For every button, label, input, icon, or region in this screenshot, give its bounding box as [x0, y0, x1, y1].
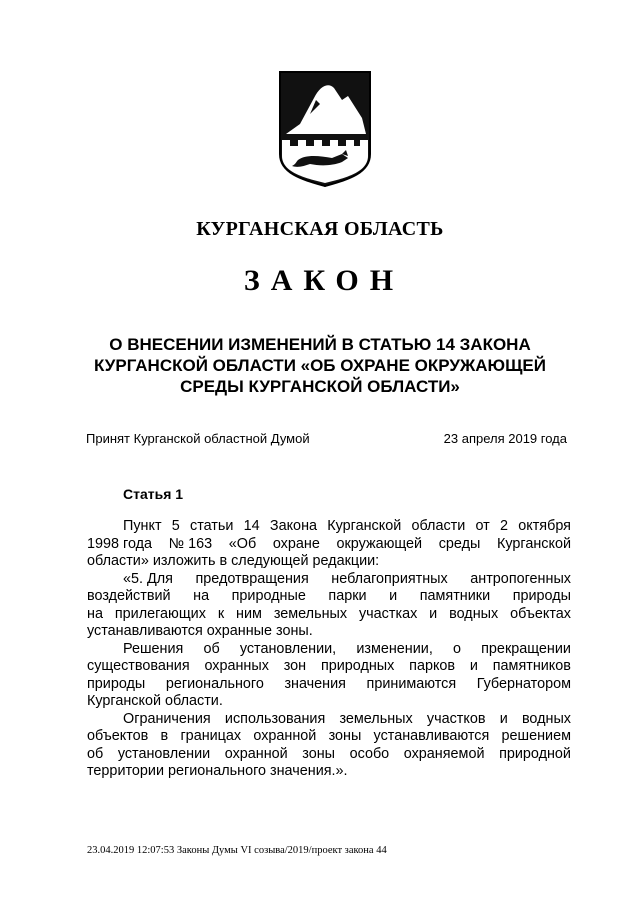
body-word: и: [499, 710, 508, 727]
body-word: охранных: [204, 658, 269, 674]
body-word: Закона: [269, 518, 318, 534]
body-word: природы: [512, 588, 571, 604]
body-line: [87, 763, 571, 781]
body-word: неблагоприятных: [331, 570, 448, 587]
body-word: устанавливаются: [373, 728, 490, 744]
body-word: Пункт: [123, 518, 162, 534]
body-word: памятников: [492, 658, 571, 674]
law-title-line: О ВНЕСЕНИИ ИЗМЕНЕНИЙ В СТАТЬЮ 14 ЗАКОНА: [109, 335, 531, 354]
body-word: земельных: [339, 710, 413, 727]
body-word: зоны: [328, 728, 362, 744]
body-word: памятники: [419, 588, 491, 604]
body-line: [87, 606, 571, 624]
body-word: прилегающих: [114, 605, 206, 622]
body-word: 1998 года: [87, 535, 153, 552]
body-word: 5: [171, 518, 180, 534]
body-word: Курганской: [497, 535, 571, 552]
body-word: участках: [358, 605, 418, 622]
body-word: и: [469, 658, 478, 674]
body-word: 2: [500, 518, 509, 534]
body-line: [87, 728, 571, 746]
law-title-line: СРЕДЫ КУРГАНСКОЙ ОБЛАСТИ»: [180, 377, 460, 396]
body-word: антропогенных: [470, 570, 571, 587]
body-word: 14: [243, 518, 260, 534]
body-word: к: [217, 605, 225, 622]
body-word: прекращении: [481, 640, 571, 657]
article-heading: Статья 1: [123, 486, 184, 502]
adoption-date: 23 апреля 2019 года: [443, 431, 567, 446]
body-word: зоны: [302, 745, 336, 762]
body-word: в: [160, 728, 169, 744]
body-word: Ограничения: [123, 710, 211, 727]
body-word: парки: [328, 588, 367, 604]
body-word: водных: [521, 710, 571, 727]
body-word: установлении: [117, 745, 211, 762]
adopted-by: Принят Курганской областной Думой: [86, 431, 310, 446]
body-word: на: [193, 588, 210, 604]
body-word: регионального: [165, 675, 264, 692]
body-word: и: [389, 588, 398, 604]
body-word: охранной: [253, 728, 317, 744]
body-word: природные: [231, 588, 306, 604]
body-word: объектах: [510, 605, 571, 622]
body-word: решением: [501, 728, 571, 744]
body-word: охранной: [224, 745, 288, 762]
body-line: [87, 588, 571, 606]
body-line: [87, 553, 571, 571]
coat-of-arms-emblem: [276, 70, 374, 188]
body-word: особо: [349, 745, 390, 762]
document-type: ЗАКОН: [243, 264, 405, 297]
law-title: [70, 334, 570, 397]
body-word: ним: [236, 605, 262, 622]
body-word: территории регионального значения.».: [87, 763, 348, 779]
body-word: Курганской области.: [87, 693, 223, 709]
body-line: [87, 641, 571, 659]
body-word: о: [452, 640, 461, 657]
body-word: использования: [224, 710, 326, 727]
body-line: [87, 676, 571, 694]
body-word: природных: [320, 658, 395, 674]
body-word: об: [203, 640, 220, 657]
body-line: [87, 711, 571, 729]
body-word: существования: [87, 658, 190, 674]
body-word: среды: [438, 535, 481, 552]
body-line: [87, 536, 571, 554]
body-word: Губернатором: [476, 675, 571, 692]
body-word: воздействий: [87, 588, 171, 604]
body-word: области» изложить в следующей редакции:: [87, 553, 380, 569]
body-word: объектов: [87, 728, 149, 744]
body-word: и: [429, 605, 438, 622]
body-word: об: [87, 745, 104, 762]
body-word: изменении,: [356, 640, 433, 657]
body-word: природы: [87, 675, 146, 692]
body-word: значения: [284, 675, 346, 692]
body-word: устанавливаются охранные зоны.: [87, 623, 313, 639]
body-word: охране: [272, 535, 320, 552]
article-body: [87, 518, 571, 781]
footer-stamp: 23.04.2019 12:07:53 Законы Думы VI созыва/2019/проект закона 44: [87, 845, 387, 856]
body-line: [87, 518, 571, 536]
body-word: Решения: [123, 640, 184, 657]
body-word: окружающей: [336, 535, 423, 552]
body-word: охраняемой: [403, 745, 485, 762]
body-line: [87, 746, 571, 764]
body-line: [87, 571, 571, 589]
body-word: установлении,: [239, 640, 337, 657]
body-word: зон: [283, 658, 307, 674]
body-word: области: [411, 518, 466, 534]
body-word: парков: [409, 658, 456, 674]
body-line: [87, 658, 571, 676]
body-word: октября: [518, 518, 571, 534]
body-word: статьи: [190, 518, 234, 534]
body-word: границах: [180, 728, 242, 744]
body-word: предотвращения: [195, 570, 309, 587]
body-word: принимаются: [366, 675, 457, 692]
body-word: от: [475, 518, 490, 534]
body-word: Курганской: [327, 518, 402, 534]
body-word: природной: [499, 745, 571, 762]
body-word: участков: [426, 710, 486, 727]
body-line: [87, 693, 571, 711]
body-word: «5. Для: [123, 570, 173, 587]
region-title: КУРГАНСКАЯ ОБЛАСТЬ: [196, 218, 444, 240]
law-title-line: КУРГАНСКОЙ ОБЛАСТИ «ОБ ОХРАНЕ ОКРУЖАЮЩЕЙ: [94, 356, 546, 375]
body-word: на: [87, 605, 103, 622]
body-word: № 163: [168, 535, 213, 552]
body-line: [87, 623, 571, 641]
body-word: водных: [449, 605, 499, 622]
body-word: земельных: [273, 605, 348, 622]
body-word: «Об: [228, 535, 257, 552]
